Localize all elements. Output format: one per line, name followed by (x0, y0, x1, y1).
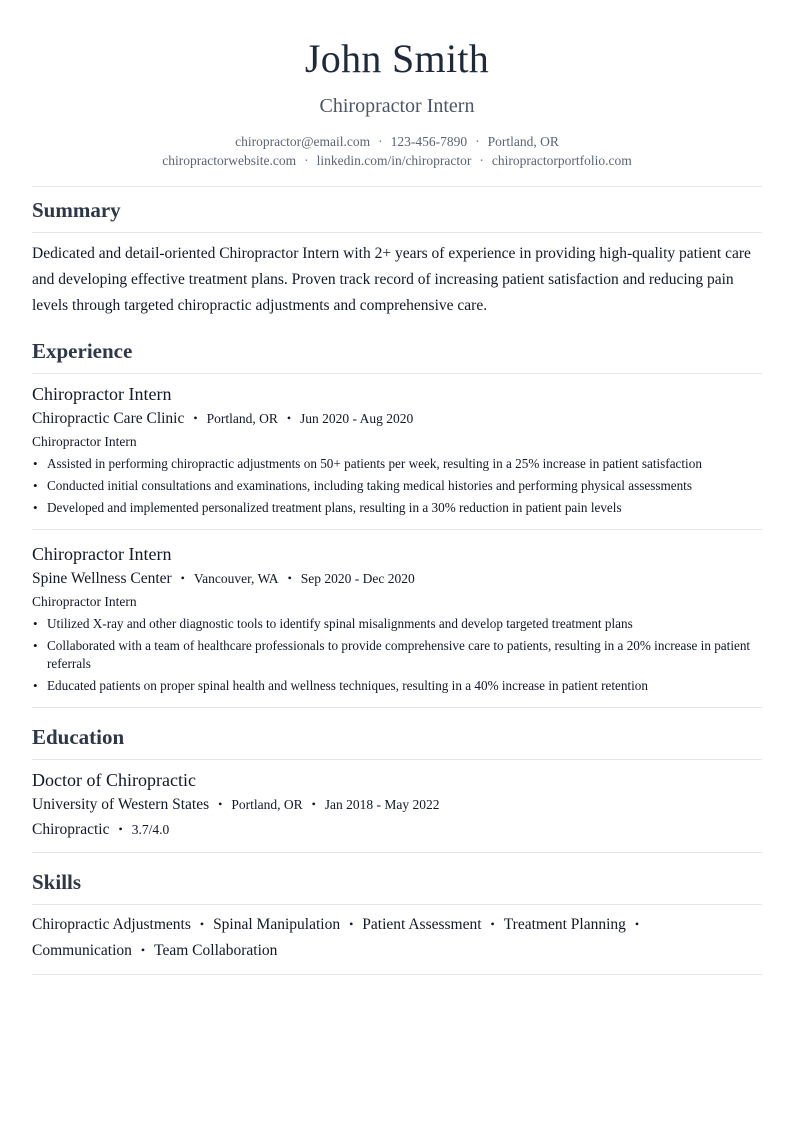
company-name: Chiropractic Care Clinic (32, 410, 185, 427)
job-meta (32, 409, 762, 429)
experience-entry (32, 383, 762, 517)
resume-header (32, 0, 762, 170)
company-name: Spine Wellness Center (32, 570, 172, 587)
job-dates: Jun 2020 - Aug 2020 (300, 411, 414, 426)
email-link[interactable]: chiropractor@email.com (235, 134, 371, 149)
divider (32, 232, 762, 233)
achievement-item: • Developed and implemented personalized treatment plans, resulting in a 30% reduction in patient pain levels (32, 499, 762, 517)
education-dates: Jan 2018 - May 2022 (324, 797, 440, 812)
dot-separator: • (490, 917, 495, 931)
section-heading-education: Education (32, 725, 125, 749)
divider (32, 904, 762, 905)
skill-item: Team Collaboration (154, 942, 278, 959)
skills-list (32, 912, 762, 964)
separator: · (479, 153, 484, 168)
divider (32, 529, 762, 530)
contact-line-1 (32, 132, 762, 151)
divider (32, 373, 762, 374)
achievement-item: • Conducted initial consultations and examinations, including taking medical histories and performing physical assessments (32, 477, 762, 495)
achievement-item: • Utilized X-ray and other diagnostic tools to identify spinal misalignments and develop targeted treatment plans (32, 615, 762, 633)
education-entry (32, 769, 762, 840)
job-dates: Sep 2020 - Dec 2020 (300, 571, 415, 586)
linkedin-link[interactable]: linkedin.com/in/chiropractor (316, 153, 472, 168)
phone-number: 123-456-7890 (390, 134, 468, 149)
separator: · (304, 153, 309, 168)
location: Portland, OR (487, 134, 559, 149)
skill-item: Patient Assessment (362, 916, 482, 933)
achievement-item: • Collaborated with a team of healthcare professionals to provide comprehensive care to patients, resulting in a 20% increase in patient referrals (32, 637, 762, 673)
education-section (32, 725, 762, 853)
achievement-list (32, 615, 762, 695)
school-location: Portland, OR (231, 797, 303, 812)
dot-separator: • (140, 943, 146, 957)
section-heading-summary: Summary (32, 198, 121, 222)
skills-section (32, 870, 762, 975)
experience-entry (32, 543, 762, 695)
divider (32, 974, 762, 975)
dot-separator: • (180, 571, 185, 585)
job-role: Chiropractor Intern (32, 434, 137, 449)
skill-item: Chiropractic Adjustments (32, 916, 191, 933)
section-heading-experience: Experience (32, 339, 133, 363)
contact-line-2 (32, 151, 762, 170)
degree-title: Doctor of Chiropractic (32, 770, 196, 790)
job-role: Chiropractor Intern (32, 594, 137, 609)
field-of-study: Chiropractic (32, 821, 110, 838)
divider (32, 707, 762, 708)
website-link[interactable]: chiropractorwebsite.com (162, 153, 297, 168)
achievement-item: • Educated patients on proper spinal health and wellness techniques, resulting in a 40% increase in patient retention (32, 677, 762, 695)
school-name: University of Western States (32, 796, 210, 813)
dot-separator: • (287, 571, 292, 585)
dot-separator: • (193, 411, 198, 425)
divider (32, 852, 762, 853)
dot-separator: • (118, 822, 123, 836)
divider (32, 186, 762, 187)
field-and-gpa (32, 820, 762, 840)
summary-text: Dedicated and detail-oriented Chiropractor Intern with 2+ years of experience in providing high-quality patient care and developing effective treatment plans. Proven track record of increasing patient satisfaction and reducing pain levels through targeted chiropractic adjustments and comprehensive care. (32, 245, 751, 314)
candidate-name: John Smith (304, 36, 490, 81)
candidate-title: Chiropractor Intern (319, 95, 475, 117)
dot-separator: • (199, 917, 205, 931)
portfolio-link[interactable]: chiropractorportfolio.com (491, 153, 632, 168)
skill-item: Communication (32, 942, 132, 959)
achievement-list (32, 455, 762, 517)
job-location: Vancouver, WA (193, 571, 279, 586)
job-title: Chiropractor Intern (32, 544, 172, 564)
dot-separator: • (218, 797, 223, 811)
dot-separator: • (286, 411, 292, 425)
job-meta (32, 569, 762, 589)
education-meta (32, 795, 762, 815)
divider (32, 759, 762, 760)
dot-separator: • (311, 797, 316, 811)
section-heading-skills: Skills (32, 870, 82, 894)
experience-section (32, 339, 762, 708)
achievement-item: • Assisted in performing chiropractic adjustments on 50+ patients per week, resulting in a 25% increase in patient satisfaction (32, 455, 762, 473)
separator: · (475, 134, 480, 149)
job-title: Chiropractor Intern (32, 384, 172, 404)
job-location: Portland, OR (206, 411, 278, 426)
gpa: 3.7/4.0 (131, 822, 170, 837)
skill-item: Spinal Manipulation (213, 916, 341, 933)
summary-section (32, 198, 762, 319)
dot-separator: • (634, 917, 640, 931)
separator: · (378, 134, 383, 149)
skill-item: Treatment Planning (503, 916, 626, 933)
dot-separator: • (349, 917, 354, 931)
